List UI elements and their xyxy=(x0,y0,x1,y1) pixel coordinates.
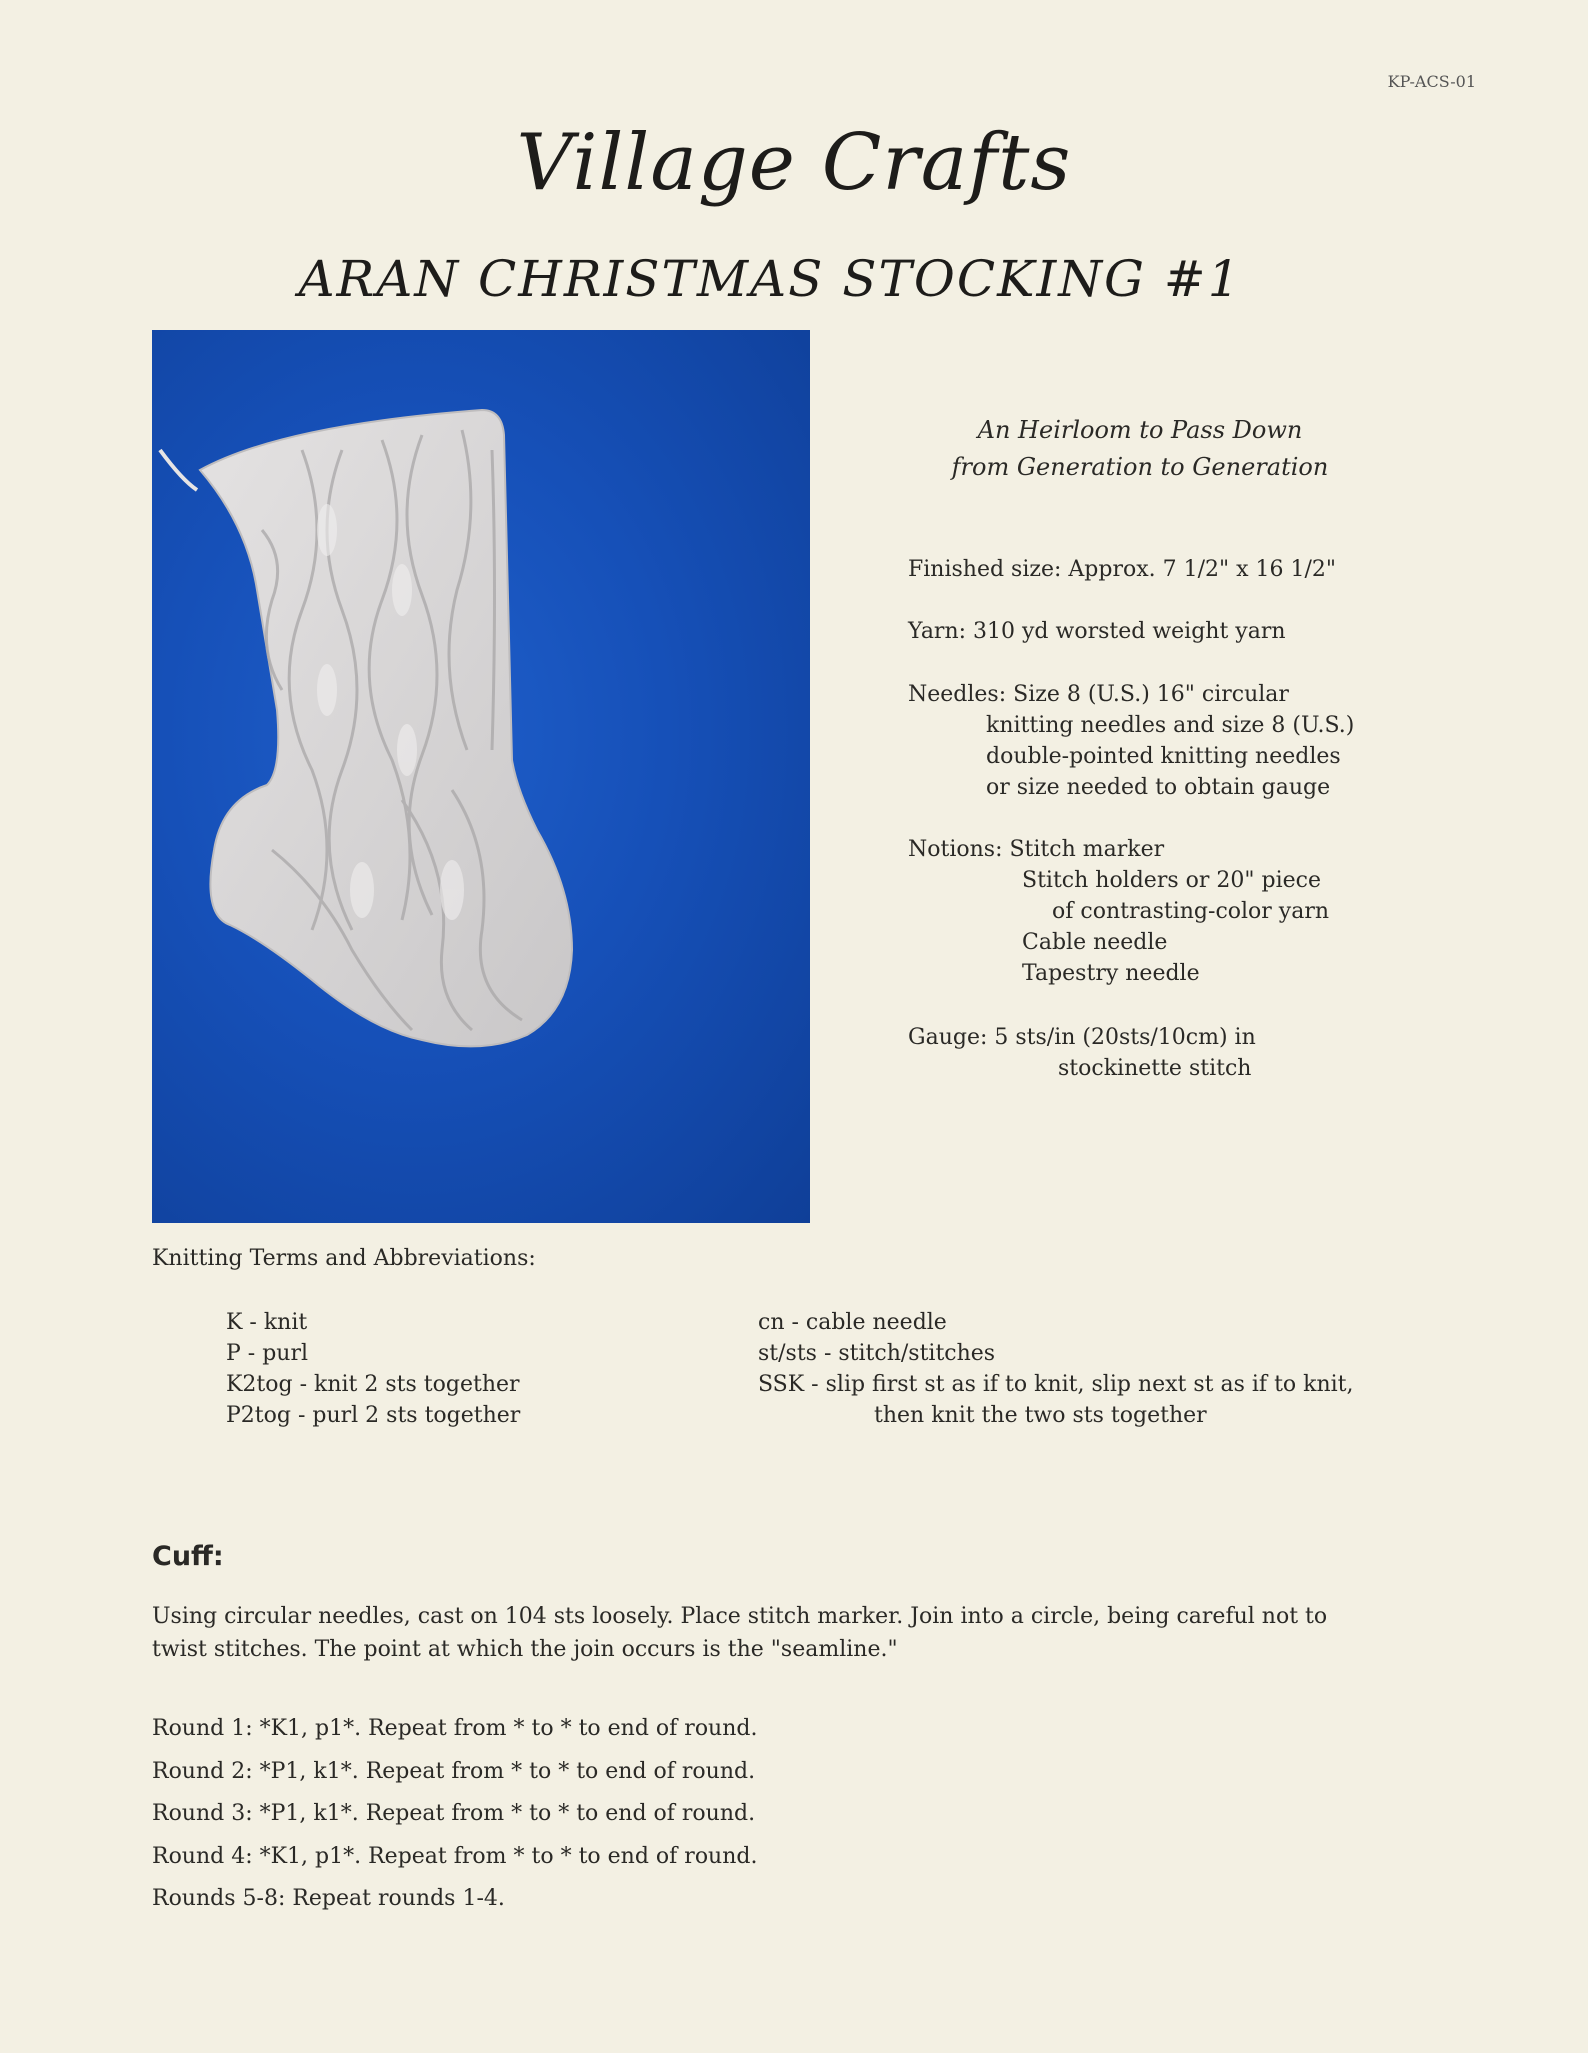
spec-line: Cable needle xyxy=(1022,930,1168,955)
spec-line: stockinette stitch xyxy=(1058,1056,1252,1081)
tagline-line: from Generation to Generation xyxy=(951,453,1329,481)
round-instruction: Round 1: *K1, p1*. Repeat from * to * to end of round. xyxy=(152,1716,758,1741)
spec-line: Gauge: 5 sts/in (20sts/10cm) in xyxy=(908,1025,1256,1050)
spec-line: knitting needles and size 8 (U.S.) xyxy=(986,713,1355,738)
stocking-illustration xyxy=(152,330,810,1223)
abbreviation-item: cn - cable needle xyxy=(758,1310,947,1335)
spec-yarn: Yarn: 310 yd worsted weight yarn xyxy=(908,619,1286,644)
abbreviation-item: P - purl xyxy=(226,1341,309,1366)
cuff-heading: Cuff: xyxy=(152,1541,224,1572)
abbreviation-item: K - knit xyxy=(226,1310,308,1335)
spec-line: of contrasting-color yarn xyxy=(1052,899,1330,924)
abbreviation-item: SSK - slip first st as if to knit, slip next st as if to knit, xyxy=(758,1372,1354,1397)
tagline xyxy=(900,412,1380,486)
abbreviation-item: st/sts - stitch/stitches xyxy=(758,1341,996,1366)
pattern-title: ARAN CHRISTMAS STOCKING #1 xyxy=(298,250,1242,308)
tagline-line: An Heirloom to Pass Down xyxy=(977,416,1303,444)
round-instruction: Round 2: *P1, k1*. Repeat from * to * to end of round. xyxy=(152,1758,756,1784)
abbreviation-item: P2tog - purl 2 sts together xyxy=(226,1403,521,1428)
abbreviations-right xyxy=(758,1307,1354,1431)
brand-title: Village Crafts xyxy=(516,118,1072,208)
spec-finished-size: Finished size: Approx. 7 1/2" x 16 1/2" xyxy=(908,557,1337,582)
paragraph-line: Using circular needles, cast on 104 sts loosely. Place stitch marker. Join into a circle, being careful not to xyxy=(152,1604,1328,1629)
document-code: KP-ACS-01 xyxy=(1387,72,1476,91)
abbreviation-item: then knit the two sts together xyxy=(874,1403,1207,1428)
spec-line: double-pointed knitting needles xyxy=(986,744,1341,769)
abbreviations-left xyxy=(226,1307,520,1431)
abbreviation-item: K2tog - knit 2 sts together xyxy=(226,1372,520,1397)
round-instruction: Round 3: *P1, k1*. Repeat from * to * to end of round. xyxy=(152,1801,756,1826)
cuff-paragraph xyxy=(152,1600,1402,1666)
round-instruction: Rounds 5-8: Repeat rounds 1-4. xyxy=(152,1886,505,1911)
spec-gauge xyxy=(908,1022,1256,1084)
spec-line: Needles: Size 8 (U.S.) 16" circular xyxy=(908,682,1289,707)
spec-notions xyxy=(908,834,1329,989)
abbreviations-heading: Knitting Terms and Abbreviations: xyxy=(152,1246,536,1271)
round-instruction: Round 4: *K1, p1*. Repeat from * to * to end of round. xyxy=(152,1843,758,1869)
spec-line: Notions: Stitch marker xyxy=(908,837,1165,862)
spec-line: Stitch holders or 20" piece xyxy=(1022,868,1321,893)
spec-needles xyxy=(908,679,1354,803)
stocking-photo xyxy=(152,330,810,1223)
spec-line: or size needed to obtain gauge xyxy=(986,775,1331,800)
cuff-rounds xyxy=(152,1708,757,1921)
paragraph-line: twist stitches. The point at which the join occurs is the "seamline." xyxy=(152,1637,898,1662)
spec-line: Tapestry needle xyxy=(1022,961,1200,986)
